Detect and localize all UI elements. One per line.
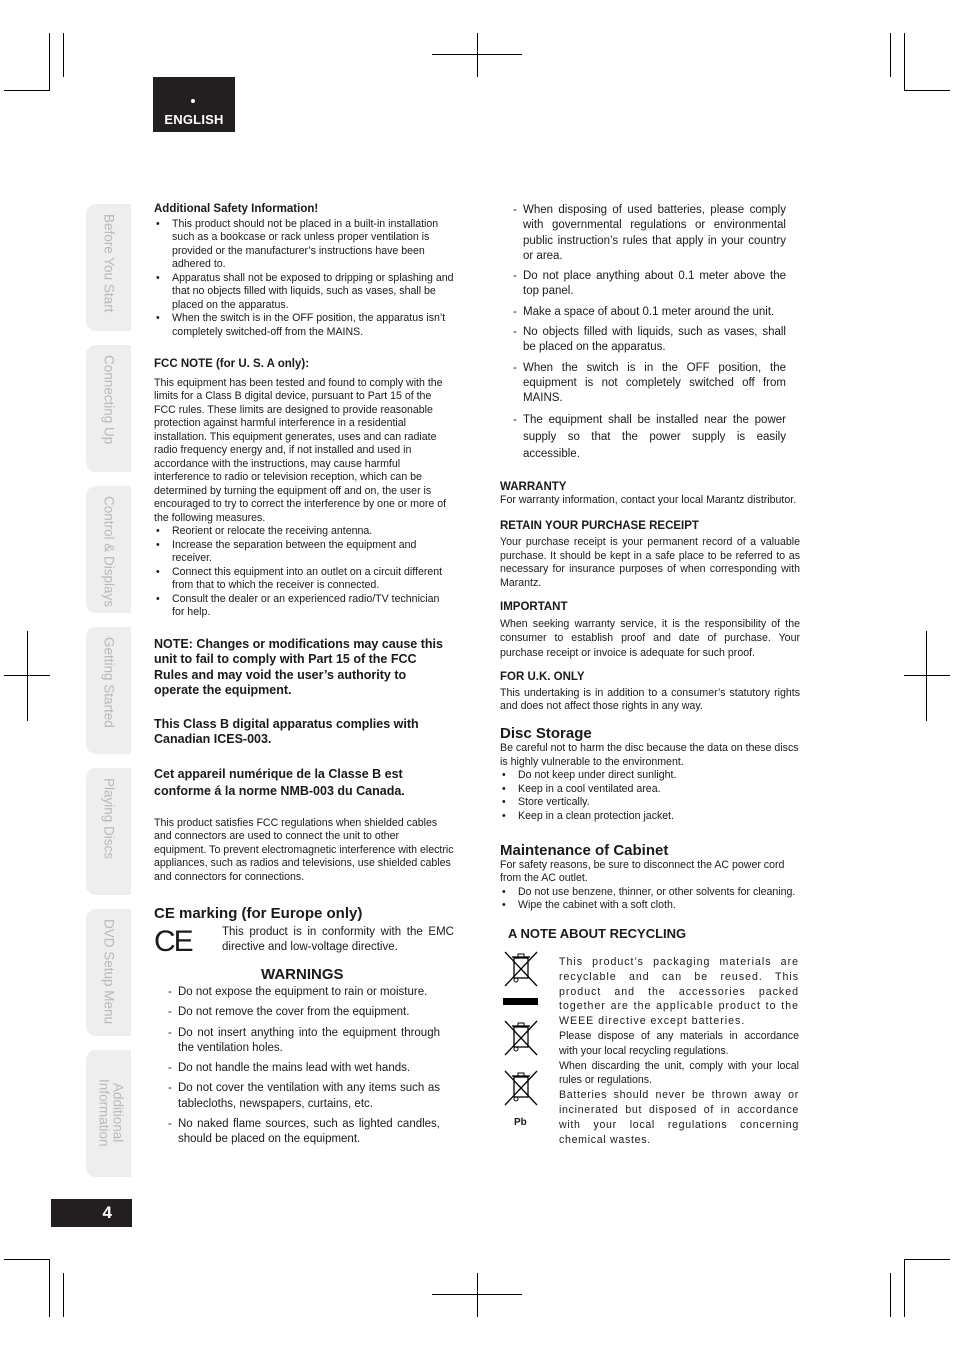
recycling-title: A NOTE ABOUT RECYCLING xyxy=(508,925,687,941)
recycling-paragraph: Batteries should never be thrown away or incinerated but disposed of in accordance with your local regulations concerning chemical wastes. xyxy=(559,1089,799,1146)
crossed-bin-icon xyxy=(501,1067,541,1109)
disc-storage-title: Disc Storage xyxy=(500,724,592,742)
important-title: IMPORTANT xyxy=(500,601,568,614)
crossed-bin-icon xyxy=(501,1017,541,1059)
list-item: - Do not cover the ventilation with any items such as tablecloths, newspapers, curtains, etc. xyxy=(168,1081,440,1112)
cabinet-title: Maintenance of Cabinet xyxy=(500,842,669,860)
side-tab-control-displays[interactable] xyxy=(86,486,131,613)
recycling-block xyxy=(500,948,800,1148)
list-item: • Connect this equipment into an outlet on a circuit different from that to which the receiver is connected. xyxy=(154,566,454,593)
language-tab xyxy=(153,77,235,132)
list-item: - When disposing of used batteries, please comply with governmental regulations or environmental public instruction’s rules that apply in your country or area. xyxy=(513,203,786,264)
safety-title: Additional Safety Information! xyxy=(154,203,319,215)
side-tab-label: Additional Information xyxy=(96,1078,126,1147)
page-number: 4 xyxy=(51,1199,132,1227)
important-body: When seeking warranty service, it is the responsibility of the consumer to establish proof and date of purchase. Your purchase receipt or invoice is adequate for such proof. xyxy=(500,617,800,659)
list-item: - No objects filled with liquids, such as vases, shall be placed on the apparatus. xyxy=(513,325,786,356)
weee-bar xyxy=(503,998,538,1005)
list-item: • Do not keep under direct sunlight. xyxy=(500,769,800,783)
list-item: - Do not remove the cover from the equipment. xyxy=(168,1005,440,1020)
crossed-bin-icon xyxy=(501,948,541,990)
ce-logo: CE xyxy=(154,924,192,958)
cabinet-list xyxy=(500,886,800,913)
list-item: • Reorient or relocate the receiving antenna. xyxy=(154,525,454,539)
fcc-list xyxy=(154,525,454,620)
list-item: - When the switch is in the OFF position, the equipment is not completely switched off from MAINS. xyxy=(513,361,786,407)
side-tab-additional-information[interactable] xyxy=(86,1050,131,1177)
recycling-paragraph: When discarding the unit, comply with your local rules or regulations. xyxy=(559,1059,799,1087)
list-item: - Do not insert anything into the equipment through the ventilation holes. xyxy=(168,1026,440,1057)
receipt-body: Your purchase receipt is your permanent record of a valuable purchase. It should be kept in a safe place to be referred to as necessary for insurance purposes of when corresponding with Marantz. xyxy=(500,536,800,589)
warranty-body: For warranty information, contact your local Marantz distributor. xyxy=(500,494,797,507)
uk-body: This undertaking is in addition to a consumer’s statutory rights and does not affect those rights in any way. xyxy=(500,686,800,713)
list-item: • Apparatus shall not be exposed to dripping or splashing and that no objects filled with liquids, such as vases, shall be placed on the apparatus. xyxy=(154,272,454,313)
safety-list xyxy=(154,218,454,340)
list-item: - No naked flame sources, such as lighted candles, should be placed on the equipment. xyxy=(168,1117,440,1148)
left-column xyxy=(154,203,454,1148)
note-changes: NOTE: Changes or modifications may cause this unit to fail to comply with Part 15 of the FCC Rules and may void the user’s authority to operate the equipment. xyxy=(154,636,443,697)
warnings-continued-list xyxy=(513,203,786,463)
list-item: - Do not handle the mains lead with wet hands. xyxy=(168,1061,440,1076)
list-item: • Wipe the cabinet with a soft cloth. xyxy=(500,899,800,913)
side-tab-label: Connecting Up xyxy=(101,355,117,445)
language-label: ENGLISH xyxy=(164,112,224,127)
fcc-body: This equipment has been tested and found to comply with the limits for a Class B digital device, pursuant to Part 15 of the FCC rules. These limits are designed to provide reasonable protection against harmful interference in a residential installation. This equipment generates, uses and can radiate radio frequency energy and, if not installed and used in accordance with the instructions, may cause harmful interference to radio or television reception, which can be determined by turning the equipment off and on, the user is encouraged to try to correct the interference by one or more of the following measures. xyxy=(154,376,447,524)
list-item: • Do not use benzene, thinner, or other solvents for cleaning. xyxy=(500,886,800,900)
list-item: • Increase the separation between the equipment and receiver. xyxy=(154,539,454,566)
side-tab-label: Before You Start xyxy=(101,214,117,313)
list-item: • Consult the dealer or an experienced radio/TV technician for help. xyxy=(154,593,454,620)
ce-block xyxy=(154,925,454,963)
warnings-title: WARNINGS xyxy=(261,965,344,983)
list-item: - Do not expose the equipment to rain or moisture. xyxy=(168,985,440,1000)
list-item: • Keep in a clean protection jacket. xyxy=(500,810,800,824)
recycling-paragraph: This product’s packaging materials are recyclable and can be reused. This product and the accessories packed together are the applicable product to the WEEE directive except batteries. xyxy=(559,956,799,1028)
list-item: • When the switch is in the OFF position, the apparatus isn’t completely switched-off from the MAINS. xyxy=(154,312,454,339)
cabinet-body: For safety reasons, be sure to disconnect the AC power cord from the AC outlet. xyxy=(500,858,785,885)
side-tab-dvd-setup-menu[interactable] xyxy=(86,909,131,1036)
side-tab-playing-discs[interactable] xyxy=(86,768,131,895)
list-item: - Do not place anything about 0.1 meter above the top panel. xyxy=(513,269,786,300)
fcc-title: FCC NOTE (for U. S. A only): xyxy=(154,358,310,370)
recycling-paragraph: Please dispose of any materials in accordance with your local recycling regulations. xyxy=(559,1030,799,1057)
class-b-notice: This Class B digital apparatus complies with Canadian ICES-003. xyxy=(154,716,419,746)
side-tab-label: Control & Displays xyxy=(101,496,117,608)
right-column xyxy=(500,203,800,1148)
side-tab-label: DVD Setup Menu xyxy=(101,919,117,1025)
shielded-cables-note: This product satisfies FCC regulations when shielded cables and connectors are used to connect the unit to other equipment. To prevent electromagnetic interference with electric appliances, such as radios and televisions, use shielded cables and connectors for connections. xyxy=(154,816,454,883)
class-b-notice-fr: Cet appareil numérique de la Classe B est conforme á la norme NMB-003 du Canada. xyxy=(154,766,405,798)
uk-title: FOR U.K. ONLY xyxy=(500,671,585,684)
side-tab-connecting-up[interactable] xyxy=(86,345,131,472)
list-item: • Keep in a cool ventilated area. xyxy=(500,783,800,797)
side-tab-label: Playing Discs xyxy=(101,778,117,860)
disc-storage-body: Be careful not to harm the disc because the data on these discs is highly vulnerable to the environment. xyxy=(500,742,799,768)
list-item: • Store vertically. xyxy=(500,796,800,810)
ce-body: This product is in conformity with the EMC directive and low-voltage directive. xyxy=(222,925,454,953)
pb-label: Pb xyxy=(514,1117,527,1129)
side-tab-before-you-start[interactable] xyxy=(86,204,131,331)
ce-title: CE marking (for Europe only) xyxy=(154,905,363,922)
recycling-text xyxy=(559,955,799,1147)
side-tab-getting-started[interactable] xyxy=(86,627,131,754)
tab-dot xyxy=(191,99,195,103)
list-item: - The equipment shall be installed near the power supply so that the power supply is easily accessible. xyxy=(513,412,786,463)
warnings-list xyxy=(168,985,440,1148)
receipt-title: RETAIN YOUR PURCHASE RECEIPT xyxy=(500,519,699,532)
list-item: - Make a space of about 0.1 meter around the unit. xyxy=(513,305,786,320)
warranty-title: WARRANTY xyxy=(500,480,567,493)
list-item: • This product should not be placed in a built-in installation such as a bookcase or rack unless proper ventilation is provided or the manufacturer’s instructions have been adhered to. xyxy=(154,218,454,272)
side-tab-label: Getting Started xyxy=(101,637,117,728)
disc-storage-list xyxy=(500,769,800,823)
